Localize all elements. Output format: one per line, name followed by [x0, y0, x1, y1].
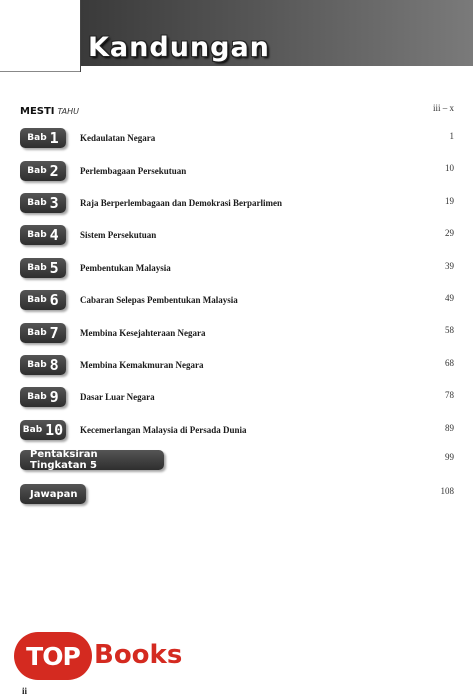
chapter-page: 89	[445, 422, 454, 433]
chapter-number: 7	[49, 323, 59, 342]
chapter-title: Cabaran Selepas Pembentukan Malaysia	[80, 295, 238, 306]
logo-books-text: Books	[94, 640, 183, 670]
chapter-page: 10	[445, 163, 454, 174]
pentaksiran-badge: Pentaksiran Tingkatan 5	[20, 450, 164, 470]
mesti-tahu-row[interactable]	[20, 101, 460, 119]
logo-top-badge: TOP	[14, 632, 92, 680]
chapter-number: 6	[49, 291, 59, 310]
chapter-badge	[20, 290, 66, 310]
chapter-number: 9	[49, 388, 59, 407]
bab-label: Bab	[27, 262, 47, 273]
pentaksiran-page: 99	[445, 452, 454, 462]
chapter-list	[20, 122, 460, 446]
chapter-row[interactable]	[20, 219, 460, 251]
chapter-page: 68	[445, 357, 454, 368]
chapter-title: Kecemerlangan Malaysia di Persada Dunia	[80, 424, 247, 435]
chapter-row[interactable]	[20, 316, 460, 348]
page-title: Kandungan	[88, 32, 270, 63]
bab-label: Bab	[27, 295, 47, 306]
chapter-page: 58	[445, 325, 454, 336]
bab-label: Bab	[27, 327, 47, 338]
chapter-badge	[20, 128, 66, 148]
chapter-row[interactable]	[20, 187, 460, 219]
chapter-badge	[20, 323, 66, 343]
bab-label: Bab	[27, 359, 47, 370]
chapter-badge	[20, 355, 66, 375]
chapter-row[interactable]	[20, 252, 460, 284]
bab-label: Bab	[27, 165, 47, 176]
chapter-row[interactable]	[20, 349, 460, 381]
bab-label: Bab	[27, 197, 47, 208]
chapter-badge	[20, 193, 66, 213]
jawapan-badge: Jawapan	[20, 484, 86, 504]
chapter-badge	[20, 420, 66, 440]
chapter-title: Perlembagaan Persekutuan	[80, 165, 187, 176]
header-rule	[0, 66, 80, 72]
chapter-page: 19	[445, 195, 454, 206]
chapter-row[interactable]	[20, 122, 460, 154]
bab-label: Bab	[22, 424, 43, 435]
pentaksiran-row[interactable]	[20, 450, 460, 472]
chapter-page: 39	[445, 260, 454, 271]
jawapan-page: 108	[440, 486, 454, 496]
chapter-page: 29	[445, 228, 454, 239]
chapter-badge	[20, 387, 66, 407]
chapter-badge	[20, 258, 66, 278]
chapter-page: 78	[445, 390, 454, 401]
chapter-number: 1	[49, 129, 59, 148]
chapter-number: 3	[49, 193, 59, 212]
page-number: ii	[22, 686, 28, 696]
chapter-number: 4	[49, 226, 59, 245]
bab-label: Bab	[27, 230, 47, 241]
chapter-title: Dasar Luar Negara	[80, 392, 155, 403]
chapter-page: 1	[449, 131, 454, 141]
chapter-title: Kedaulatan Negara	[80, 133, 156, 144]
chapter-title: Membina Kesejahteraan Negara	[80, 327, 206, 338]
chapter-number: 2	[49, 161, 59, 180]
jawapan-row[interactable]	[20, 484, 460, 506]
mesti-page: iii – x	[432, 103, 454, 113]
chapter-number: 10	[45, 420, 64, 439]
bab-label: Bab	[27, 133, 47, 144]
chapter-number: 8	[49, 355, 59, 374]
mesti-sublabel: TAHU	[57, 107, 80, 116]
chapter-page: 49	[445, 292, 454, 303]
chapter-title: Membina Kemakmuran Negara	[80, 359, 204, 370]
chapter-row[interactable]	[20, 414, 460, 446]
chapter-number: 5	[49, 258, 59, 277]
chapter-title: Pembentukan Malaysia	[80, 262, 171, 273]
chapter-row[interactable]	[20, 284, 460, 316]
bab-label: Bab	[27, 392, 47, 403]
mesti-label: MESTI	[20, 106, 55, 117]
chapter-title: Raja Berperlembagaan dan Demokrasi Berparlimen	[80, 197, 282, 208]
topbooks-logo	[14, 632, 214, 682]
chapter-row[interactable]	[20, 381, 460, 413]
chapter-badge	[20, 225, 66, 245]
chapter-title: Sistem Persekutuan	[80, 230, 157, 241]
chapter-badge	[20, 161, 66, 181]
header-divider	[80, 0, 81, 72]
chapter-row[interactable]	[20, 154, 460, 186]
